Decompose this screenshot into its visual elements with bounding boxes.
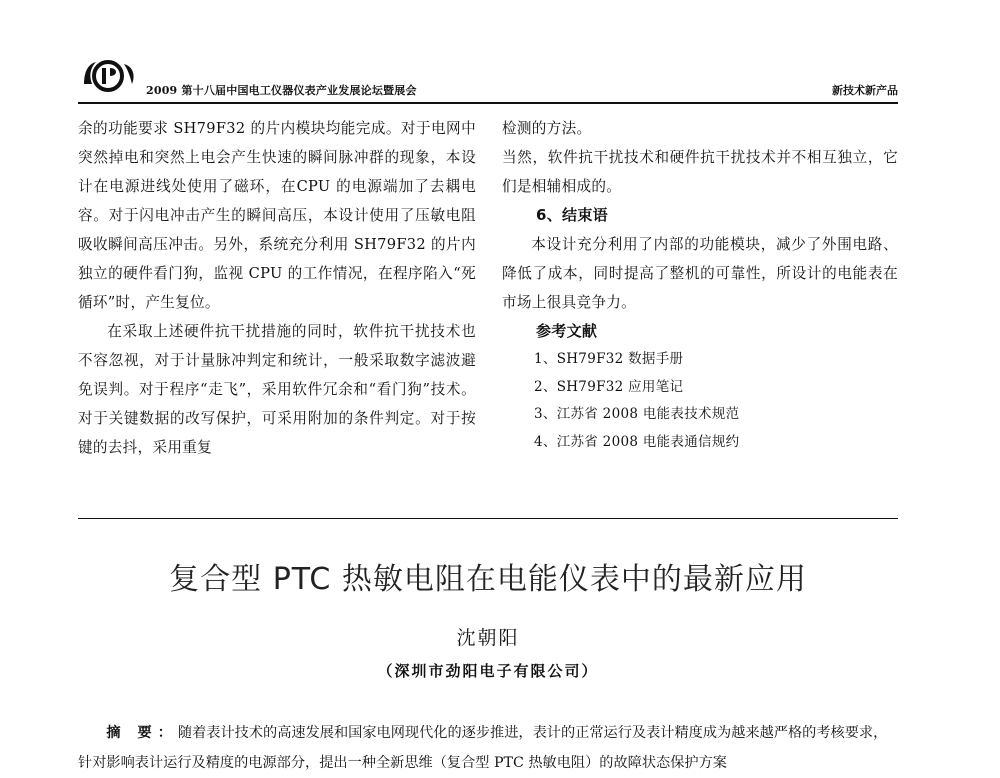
left-column xyxy=(78,114,476,462)
conclusion-text: 本设计充分利用了内部的功能模块，减少了外围电路、降低了成本，同时提高了整机的可靠性，所设计的电能表在市场上很具竞争力。 xyxy=(502,236,898,311)
references-heading: 参考文献 xyxy=(536,322,598,340)
abstract-text: 随着表计技术的高速发展和国家电网现代化的逐步推进，表计的正常运行及表计精度成为越来越严格的考核要求，针对影响表计运行及精度的电源部分，提出一种全新思维（复合型 PTC 热敏电阻）的故障状态保护方案 xyxy=(78,725,888,771)
article-divider xyxy=(78,518,898,519)
reference-item: 1、SH79F32 数据手册 xyxy=(534,351,684,367)
conclusion-heading: 6、结束语 xyxy=(536,206,608,224)
reference-item: 4、江苏省 2008 电能表通信规约 xyxy=(534,433,740,450)
section-label: 新技术新产品 xyxy=(832,84,898,97)
page-header xyxy=(78,48,898,102)
author-affiliation: （深圳市劲阳电子有限公司） xyxy=(377,662,599,680)
reference-item: 3、江苏省 2008 电能表技术规范 xyxy=(534,406,740,422)
references-list xyxy=(502,346,898,456)
left-paragraph-2: 在采取上述硬件抗干扰措施的同时，软件抗干扰技术也不容忽视，对于计量脉冲判定和统计，一般采取数字滤波避免误判。对于程序“走飞”，采用软件冗余和“看门狗”技术。对于关键数据的改写保护，可采用附加的条件判定。对于按键的去抖，采用重复 xyxy=(78,323,476,456)
right-column xyxy=(502,114,898,456)
conference-logo xyxy=(78,54,140,96)
abstract xyxy=(78,718,898,778)
abstract-label: 摘 要： xyxy=(106,725,178,741)
conference-name: 2009 第十八届中国电工仪器仪表产业发展论坛暨展会 xyxy=(146,84,417,97)
article-author: 沈朝阳 xyxy=(456,627,520,649)
article-title: 复合型 PTC 热敏电阻在电能仪表中的最新应用 xyxy=(169,562,807,597)
left-paragraph-1: 余的功能要求 SH79F32 的片内模块均能完成。对于电网中突然掉电和突然上电会产生快速的瞬间脉冲群的现象，本设计在电源进线处使用了磁环，在CPU 的电源端加了去耦电容。对于闪电冲击产生的瞬间高压，本设计使用了压敏电阻吸收瞬间高压冲击。另外，系统充分利用 SH79F32 的片内独立的硬件看门狗，监视 CPU 的工作情况，在程序陷入“死循环”时，产生复位。 xyxy=(78,120,476,311)
reference-item: 2、SH79F32 应用笔记 xyxy=(534,378,684,395)
right-paragraph-2: 当然，软件抗干扰技术和硬件抗干扰技术并不相互独立，它们是相辅相成的。 xyxy=(502,149,898,195)
right-paragraph-1: 检测的方法。 xyxy=(502,120,592,137)
header-rule xyxy=(78,102,898,104)
